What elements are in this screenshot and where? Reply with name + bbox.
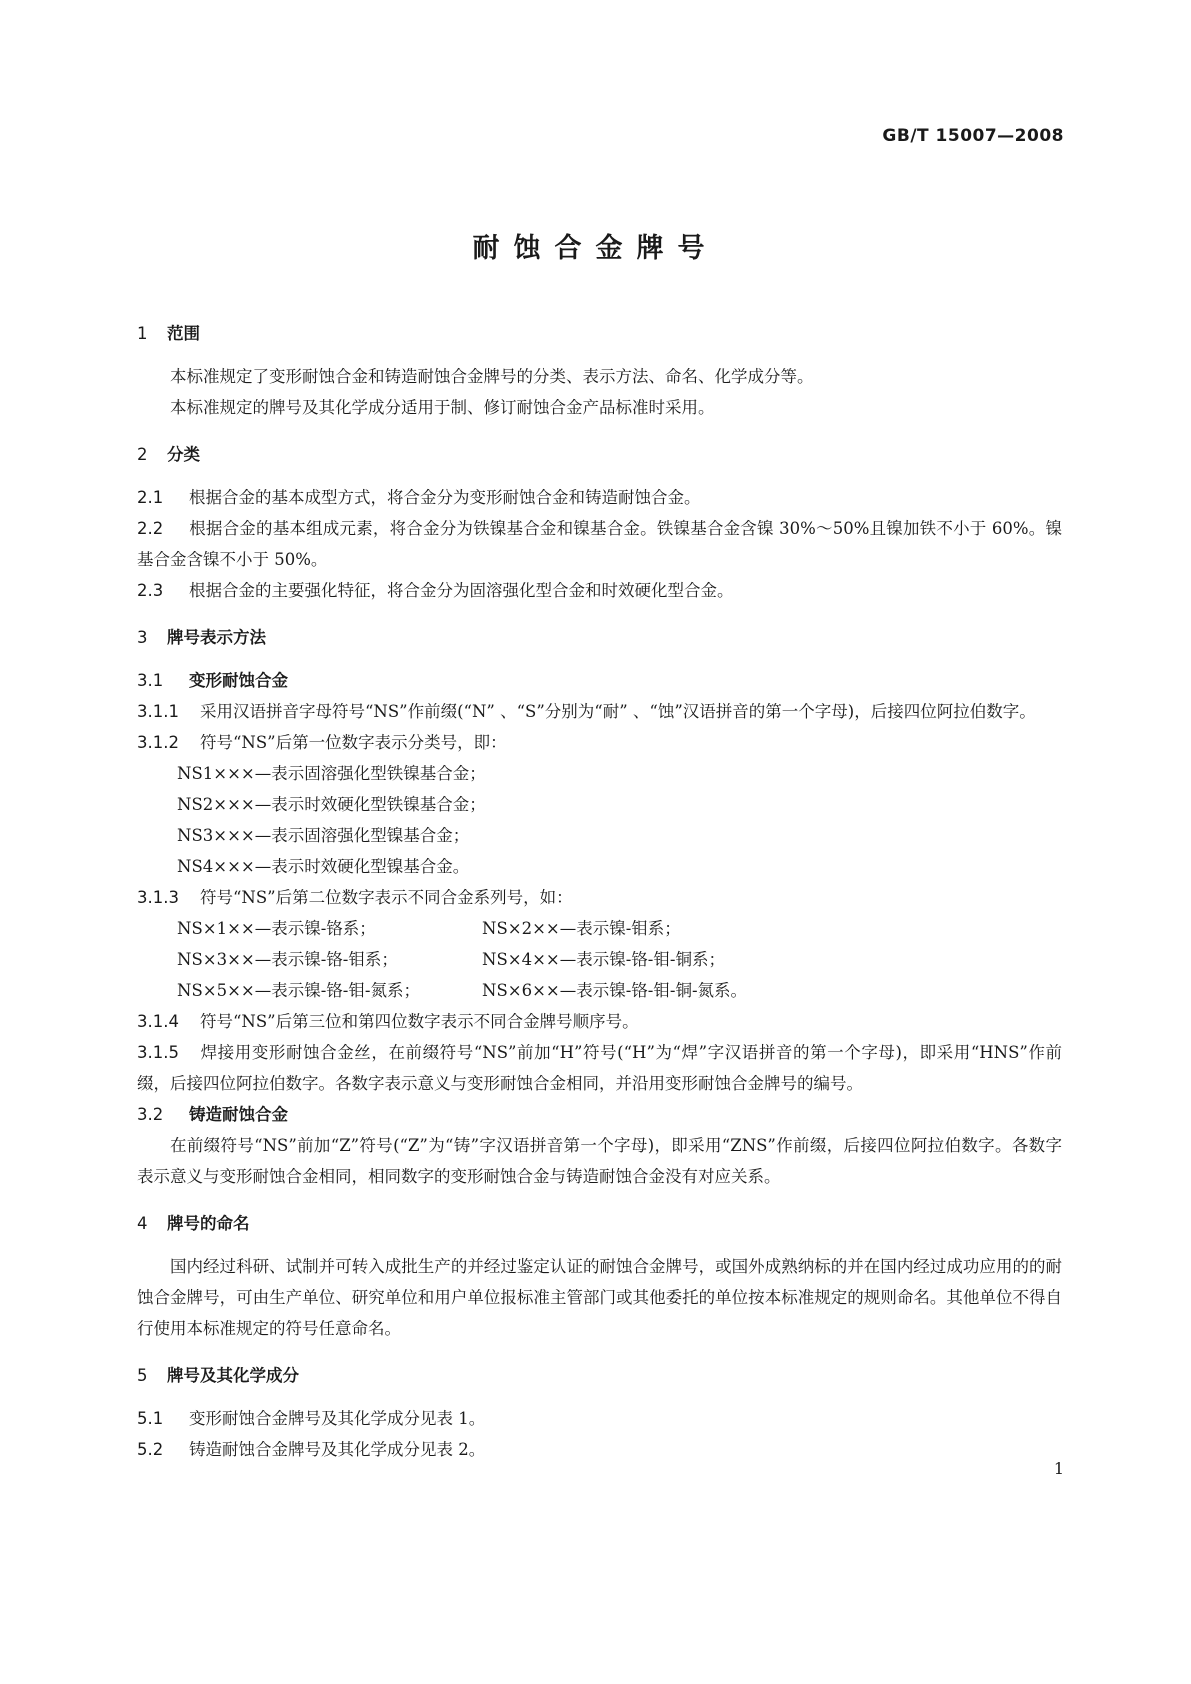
section-2-heading bbox=[137, 439, 1062, 470]
clause-text: 焊接用变形耐蚀合金丝，在前缀符号“NS”前加“H”符号(“H”为“焊”字汉语拼音的第一个字母)，即采用“HNS”作前缀，后接四位阿拉伯数字。各数字表示意义与变形耐蚀合金相同，并沿用变形耐蚀合金牌号的编号。 bbox=[137, 1043, 1062, 1093]
section-title: 牌号的命名 bbox=[167, 1214, 250, 1233]
paragraph: 在前缀符号“NS”前加“Z”符号(“Z”为“铸”字汉语拼音第一个字母)，即采用“ZNS”作前缀，后接四位阿拉伯数字。各数字表示意义与变形耐蚀合金相同，相同数字的变形耐蚀合金与铸造耐蚀合金没有对应关系。 bbox=[137, 1136, 1062, 1186]
subsection-number: 3.1 bbox=[137, 671, 164, 690]
list-item: NS×3××—表示镍-铬-钼系； bbox=[177, 950, 398, 969]
list-item: NS3×××—表示固溶强化型镍基合金； bbox=[177, 826, 470, 845]
clause-2-2 bbox=[137, 513, 1062, 575]
section-title: 牌号表示方法 bbox=[167, 628, 266, 647]
clause-number: 2.1 bbox=[137, 488, 164, 507]
list-item: NS×1××—表示镍-铬系； bbox=[177, 919, 376, 938]
clause-text: 根据合金的主要强化特征，将合金分为固溶强化型合金和时效硬化型合金。 bbox=[189, 581, 734, 600]
list-item: NS4×××—表示时效硬化型镍基合金。 bbox=[177, 857, 470, 876]
clause-number: 5.1 bbox=[137, 1409, 164, 1428]
list-item: NS1×××—表示固溶强化型铁镍基合金； bbox=[177, 764, 486, 783]
clause-number: 2.2 bbox=[137, 519, 164, 538]
clause-3-1-3 bbox=[137, 882, 1062, 913]
clause-number: 3.1.3 bbox=[137, 888, 179, 907]
section-number: 5 bbox=[137, 1366, 148, 1385]
subsection-3-2-heading bbox=[137, 1099, 1062, 1130]
subsection-title: 变形耐蚀合金 bbox=[189, 671, 288, 690]
clause-number: 3.1.5 bbox=[137, 1043, 179, 1062]
subsection-3-1-heading bbox=[137, 665, 1062, 696]
clause-text: 符号“NS”后第一位数字表示分类号，即： bbox=[200, 733, 507, 752]
document-body bbox=[137, 318, 1062, 1465]
list-item: NS×5××—表示镍-铬-钼-氮系； bbox=[177, 981, 420, 1000]
section-number: 1 bbox=[137, 324, 148, 343]
section-title: 范围 bbox=[167, 324, 200, 343]
document-title: 耐蚀合金牌号 bbox=[472, 233, 719, 264]
clause-5-1 bbox=[137, 1403, 1062, 1434]
clause-text: 符号“NS”后第二位数字表示不同合金系列号，如： bbox=[200, 888, 573, 907]
clause-text: 根据合金的基本成型方式，将合金分为变形耐蚀合金和铸造耐蚀合金。 bbox=[189, 488, 701, 507]
page-number: 1 bbox=[1053, 1459, 1064, 1478]
section-4-heading bbox=[137, 1208, 1062, 1239]
clause-text: 采用汉语拼音字母符号“NS”作前缀(“N” 、“S”分别为“耐” 、“蚀”汉语拼音的第一个字母)，后接四位阿拉伯数字。 bbox=[200, 702, 1036, 721]
clause-text: 变形耐蚀合金牌号及其化学成分见表 1。 bbox=[189, 1409, 486, 1428]
standard-number: GB/T 15007—2008 bbox=[882, 126, 1064, 146]
paragraph: 本标准规定的牌号及其化学成分适用于制、修订耐蚀合金产品标准时采用。 bbox=[170, 398, 715, 417]
section-5-heading bbox=[137, 1360, 1062, 1391]
section-number: 2 bbox=[137, 445, 148, 464]
subsection-number: 3.2 bbox=[137, 1105, 164, 1124]
clause-text: 铸造耐蚀合金牌号及其化学成分见表 2。 bbox=[189, 1440, 486, 1459]
section-title: 牌号及其化学成分 bbox=[167, 1366, 299, 1385]
paragraph: 国内经过科研、试制并可转入成批生产的并经过鉴定认证的耐蚀合金牌号，或国外成熟纳标的并在国内经过成功应用的的耐蚀合金牌号，可由生产单位、研究单位和用户单位报标准主管部门或其他委托的单位按本标准规定的规则命名。其他单位不得自行使用本标准规定的符号任意命名。 bbox=[137, 1257, 1062, 1338]
clause-number: 2.3 bbox=[137, 581, 164, 600]
clause-3-1-1 bbox=[137, 696, 1062, 727]
paragraph: 本标准规定了变形耐蚀合金和铸造耐蚀合金牌号的分类、表示方法、命名、化学成分等。 bbox=[170, 367, 814, 386]
clause-number: 3.1.1 bbox=[137, 702, 179, 721]
section-3-heading bbox=[137, 622, 1062, 653]
clause-3-1-2 bbox=[137, 727, 1062, 758]
section-number: 4 bbox=[137, 1214, 148, 1233]
clause-text: 符号“NS”后第三位和第四位数字表示不同合金牌号顺序号。 bbox=[200, 1012, 639, 1031]
clause-number: 3.1.2 bbox=[137, 733, 179, 752]
section-number: 3 bbox=[137, 628, 148, 647]
clause-2-3 bbox=[137, 575, 1062, 606]
clause-3-1-4 bbox=[137, 1006, 1062, 1037]
series-list bbox=[137, 913, 1062, 1006]
list-item: NS×2××—表示镍-钼系； bbox=[482, 919, 681, 938]
clause-2-1 bbox=[137, 482, 1062, 513]
section-1-heading bbox=[137, 318, 1062, 349]
list-item: NS×6××—表示镍-铬-钼-铜-氮系。 bbox=[482, 981, 748, 1000]
subsection-title: 铸造耐蚀合金 bbox=[189, 1105, 288, 1124]
clause-text: 根据合金的基本组成元素，将合金分为铁镍基合金和镍基合金。铁镍基合金含镍 30%～50%且镍加铁不小于 60%。镍基合金含镍不小于 50%。 bbox=[137, 519, 1062, 569]
clause-number: 3.1.4 bbox=[137, 1012, 179, 1031]
clause-3-1-5 bbox=[137, 1037, 1062, 1099]
section-title: 分类 bbox=[167, 445, 200, 464]
list-item: NS2×××—表示时效硬化型铁镍基合金； bbox=[177, 795, 486, 814]
clause-5-2 bbox=[137, 1434, 1062, 1465]
list-item: NS×4××—表示镍-铬-钼-铜系； bbox=[482, 950, 725, 969]
clause-number: 5.2 bbox=[137, 1440, 164, 1459]
